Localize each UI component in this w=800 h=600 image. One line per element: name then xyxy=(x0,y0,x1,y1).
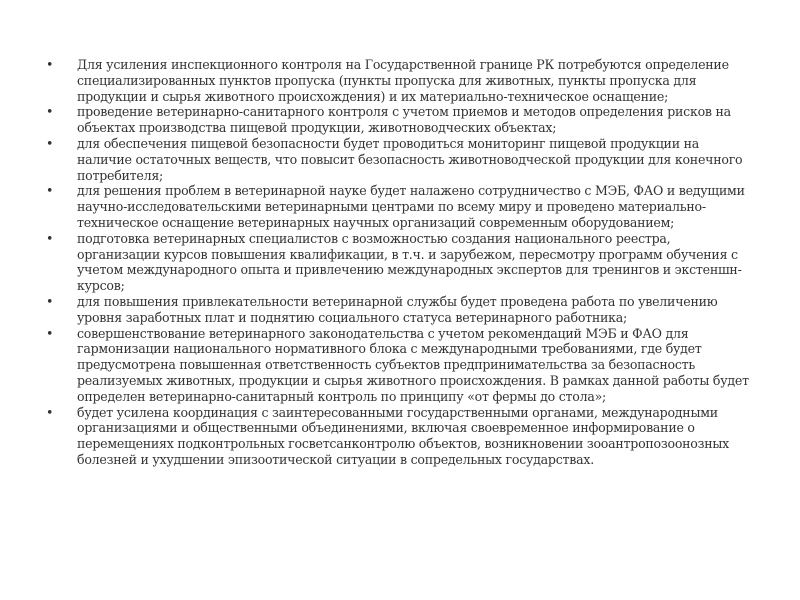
bullet-marker: • xyxy=(46,183,54,199)
bullet-marker: • xyxy=(46,404,54,420)
bullet-marker: • xyxy=(46,104,54,120)
bullet-marker: • xyxy=(46,293,54,309)
bullet-item xyxy=(44,104,752,136)
bullet-list xyxy=(44,57,752,468)
bullet-item xyxy=(44,183,752,230)
bullet-text: для обеспечения пищевой безопасности будет проводиться мониторинг пищевой продукции на наличие остаточных веществ, что повысит безопасность животноводческой продукции для конечного потребителя; xyxy=(77,135,743,183)
bullet-item xyxy=(44,405,752,468)
bullet-text: подготовка ветеринарных специалистов с возможностью создания национального реестра, организации курсов повышения квалификации, в т.ч. и зарубежом, пересмотру программ обучения с учетом международного опыта и привлечению международных экспертов для тренингов и экстеншн-курсов; xyxy=(77,230,742,294)
bullet-item xyxy=(44,136,752,183)
bullet-marker: • xyxy=(46,57,54,72)
bullet-item xyxy=(44,294,752,326)
bullet-text: Для усиления инспекционного контроля на Государственной границе РК потребуются определение специализированных пунктов пропуска (пункты пропуска для животных, пункты пропуска для продукции и сырья животного происхождения) и их материально-техническое оснащение; xyxy=(77,57,729,104)
bullet-marker: • xyxy=(46,230,54,246)
bullet-item xyxy=(44,57,752,104)
bullet-text: проведение ветеринарно-санитарного контроля с учетом приемов и методов определения рисков на объектах производства пищевой продукции, животноводческих объектах; xyxy=(77,104,731,136)
bullet-marker: • xyxy=(46,325,54,341)
bullet-text: для повышения привлекательности ветеринарной службы будет проведена работа по увеличению уровня заработных плат и поднятию социального статуса ветеринарного работника; xyxy=(77,293,718,325)
bullet-item xyxy=(44,231,752,294)
bullet-item xyxy=(44,326,752,405)
bullet-text: будет усилена координация с заинтересованными государственными органами, международными организациями и общественными объединениями, включая своевременное информирование о перемещениях подконтрольных госветсанконтролю объектов, возникновении зооантропозоонозных болезней и ухудшении эпизоотической ситуации в сопредельных государствах. xyxy=(77,404,730,467)
bullet-text: совершенствование ветеринарного законодательства с учетом рекомендаций МЭБ и ФАО для гармонизации национального нормативного блока с международными требованиями, где будет предусмотрена повышенная ответственность субъектов предпринимательства за безопасность реализуемых животных, продукции и сырья животного происхождения. В рамках данной работы будет определен ветеринарно-санитарный контроль по принципу «от фермы до стола»; xyxy=(77,325,749,404)
bullet-marker: • xyxy=(46,135,54,151)
bullet-text: для решения проблем в ветеринарной науке будет налажено сотрудничество с МЭБ, ФАО и ведущими научно-исследовательскими ветеринарными центрами по всему миру и проведено материально-техническое оснащение ветеринарных научных организаций современным оборудованием; xyxy=(77,183,745,230)
